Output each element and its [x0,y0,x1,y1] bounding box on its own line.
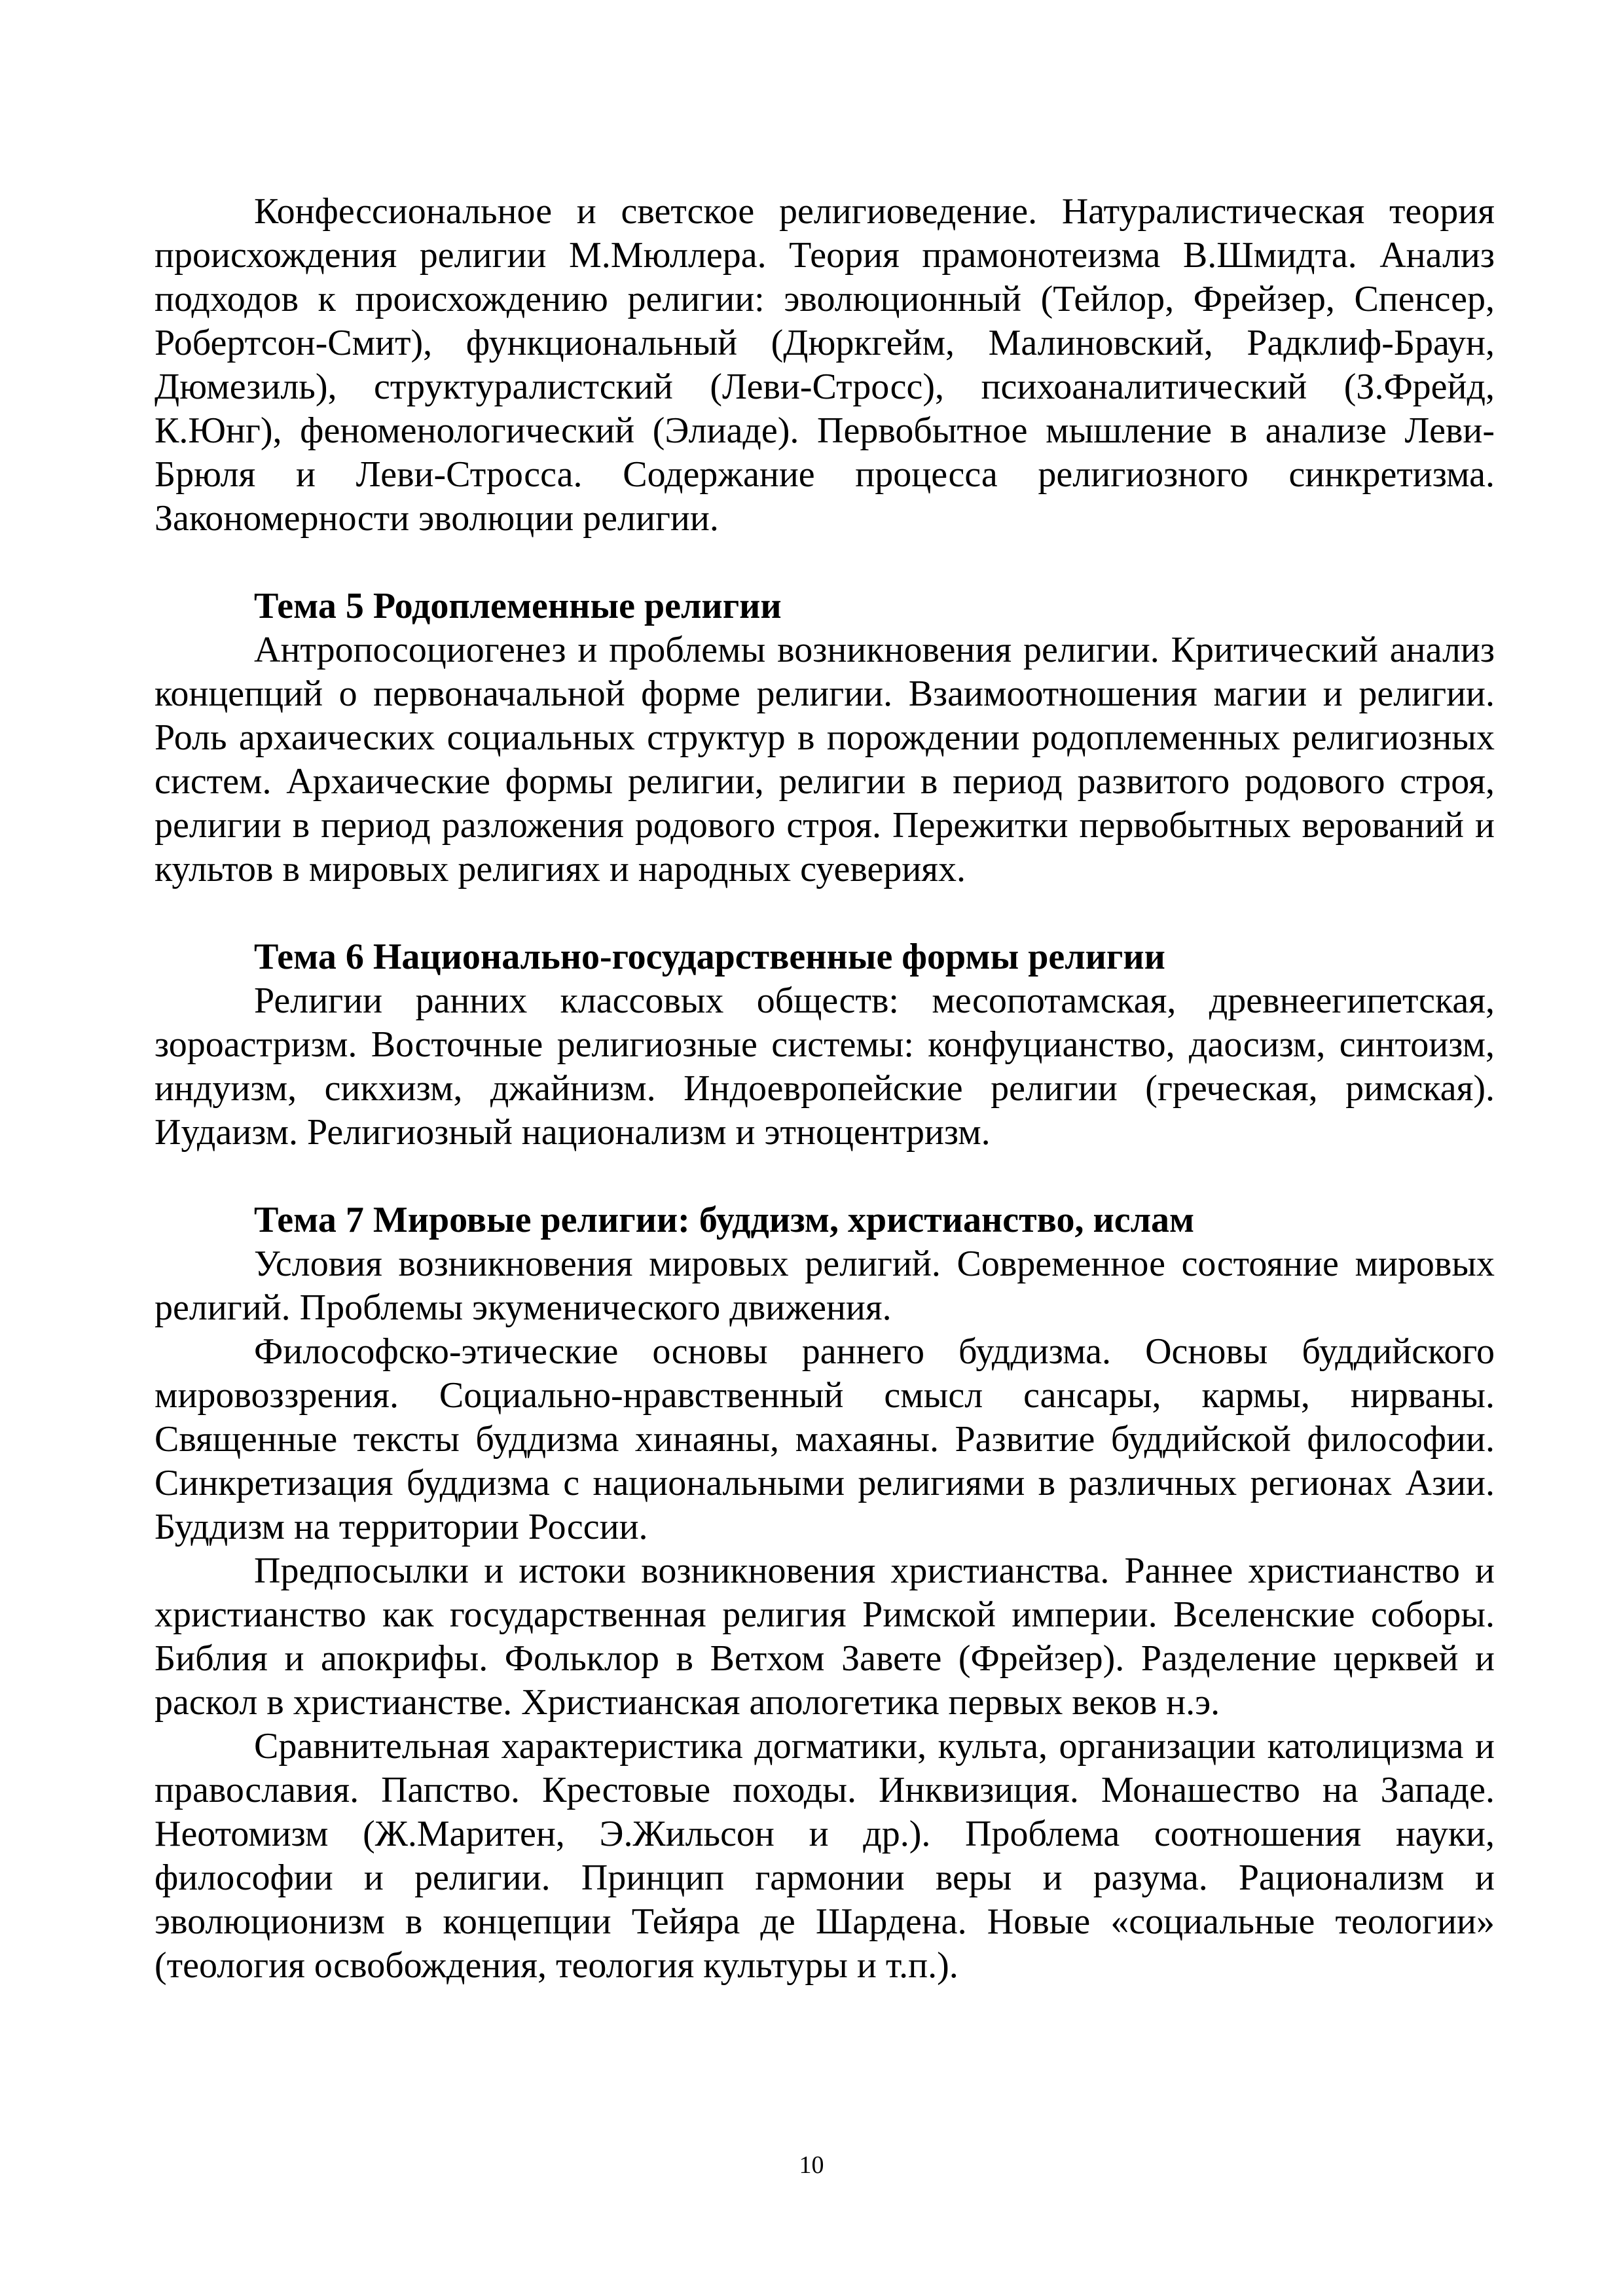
topic-7-paragraph-1: Условия возникновения мировых религий. Современное состояние мировых религий. Проблемы экуменического движения. [155,1244,1495,1328]
topic-6-heading: Тема 6 Национально-государственные формы религии [254,937,1165,977]
topic-6-paragraph: Религии ранних классовых обществ: месопотамская, древнеегипетская, зороастризм. Восточные религиозные системы: конфуцианство, даосизм, синтоизм, индуизм, сикхизм, джайнизм. Индоевропейские религии (греческая, римская). Иудаизм. Религиозный национализм и этноцентризм. [155,980,1495,1153]
topic-5-paragraph: Антропосоциогенез и проблемы возникновения религии. Критический анализ концепций о первоначальной форме религии. Взаимоотношения магии и религии. Роль архаических социальных структур в порождении родоплеменных религиозных систем. Архаические формы религии, религии в период развитого родового строя, религии в период разложения родового строя. Пережитки первобытных верований и культов в мировых религиях и народных суевериях. [155,630,1495,889]
topic-7-section [155,1198,1495,1988]
intro-paragraph: Конфессиональное и светское религиоведение. Натуралистическая теория происхождения религии М.Мюллера. Теория прамонотеизма В.Шмидта. Анализ подходов к происхождению религии: эволюционный (Тейлор, Фрейзер, Спенсер, Робертсон-Смит), функциональный (Дюркгейм, Малиновский, Радклиф-Браун, Дюмезиль), структуралистский (Леви-Стросс), психоаналитический (З.Фрейд, К.Юнг), феноменологический (Элиаде). Первобытное мышление в анализе Леви-Брюля и Леви-Стросса. Содержание процесса религиозного синкретизма. Закономерности эволюции религии. [155,191,1495,539]
topic-7-heading: Тема 7 Мировые религии: буддизм, христианство, ислам [254,1200,1195,1240]
topic-7-paragraph-2: Философско-этические основы раннего буддизма. Основы буддийского мировоззрения. Социально-нравственный смысл сансары, кармы, нирваны. Священные тексты буддизма хинаяны, махаяны. Развитие буддийской философии. Синкретизация буддизма с национальными религиями в различных регионах Азии. Буддизм на территории России. [155,1331,1495,1547]
page-number: 10 [799,2151,824,2179]
topic-7-paragraph-3: Предпосылки и истоки возникновения христианства. Раннее христианство и христианство как государственная религия Римской империи. Вселенские соборы. Библия и апокрифы. Фольклор в Ветхом Завете (Фрейзер). Разделение церквей и раскол в христианстве. Христианская апологетика первых веков н.э. [155,1551,1495,1723]
page-content [155,190,1495,1988]
topic-5-heading: Тема 5 Родоплеменные религии [254,586,782,626]
topic-5-section [155,584,1495,891]
topic-7-paragraph-4: Сравнительная характеристика догматики, культа, организации католицизма и православия. Папство. Крестовые походы. Инквизиция. Монашество на Западе. Неотомизм (Ж.Маритен, Э.Жильсон и др.). Проблема соотношения науки, философии и религии. Принцип гармонии веры и разума. Рационализм и эволюционизм в концепции Тейяра де Шардена. Новые «социальные теологии» (теология освобождения, теология культуры и т.п.). [155,1726,1495,1986]
topic-6-section [155,935,1495,1155]
